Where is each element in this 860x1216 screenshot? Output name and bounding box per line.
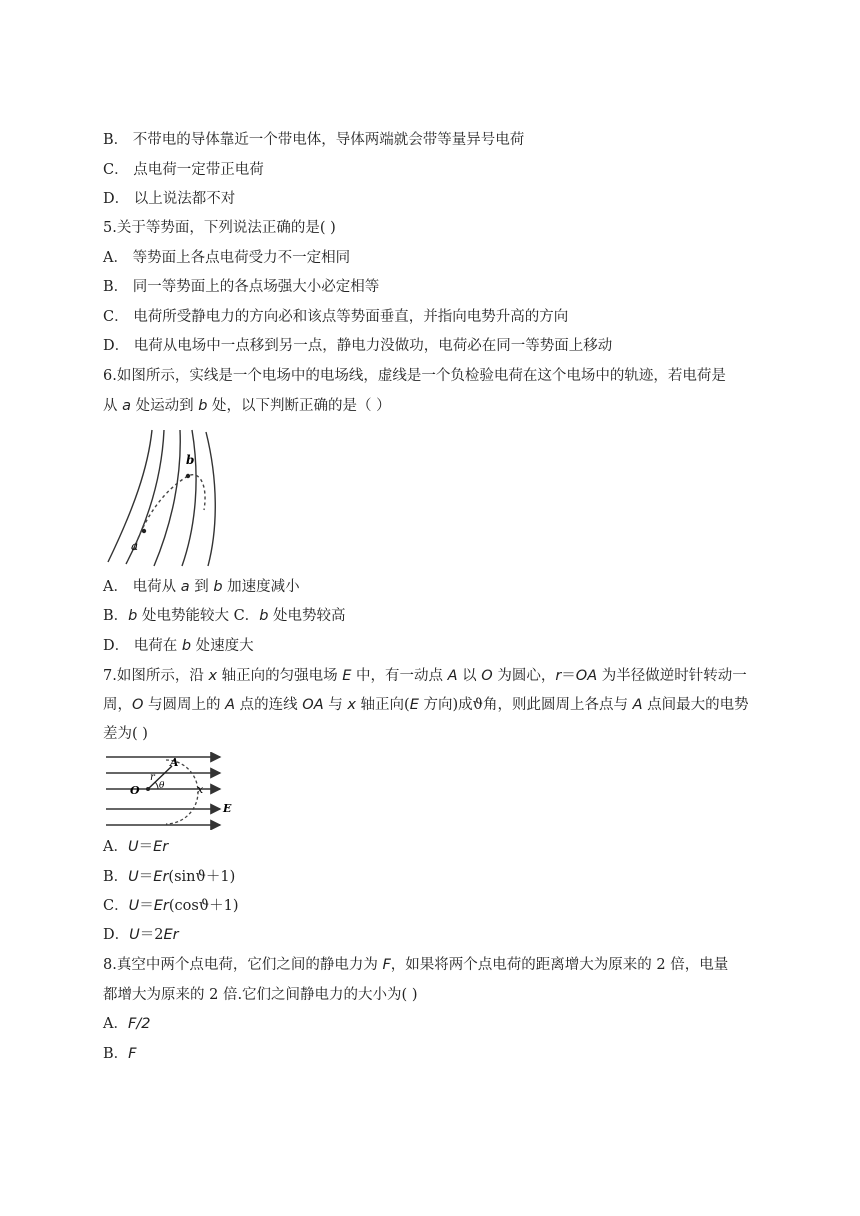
point-a-dot <box>142 529 146 533</box>
figure-label-theta: θ <box>159 781 165 791</box>
q8-option-a: A．F/2 <box>103 1016 151 1032</box>
q5-stem: 5.关于等势面，下列说法正确的是( ) <box>103 220 336 236</box>
q5-option-c: C． 电荷所受静电力的方向必和该点等势面垂直，并指向电势升高的方向 <box>103 309 569 325</box>
q4-option-d: D． 以上说法都不对 <box>103 191 236 207</box>
q4-option-c: C． 点电荷一定带正电荷 <box>103 162 264 178</box>
figure-label-r: r <box>150 772 155 783</box>
point-b-dot <box>186 474 190 478</box>
q6-option-b-c: B．b 处电势能较大 C．b 处电势较高 <box>103 608 346 624</box>
q7-stem-line1: 7.如图所示，沿 x 轴正向的匀强电场 E 中，有一动点 A 以 O 为圆心，r＝OA 为半径做逆时针转动一 <box>103 668 747 684</box>
q6-field-lines-figure <box>104 428 244 568</box>
angle-theta-arc <box>155 782 158 789</box>
field-line <box>206 432 215 566</box>
q6-option-d: D． 电荷在 b 处速度大 <box>103 638 254 654</box>
q8-option-b: B．F <box>103 1046 137 1062</box>
q8-stem-line2: 都增大为原来的 2 倍.它们之间静电力的大小为( ) <box>103 987 418 1003</box>
figure-label-o: O <box>130 784 140 797</box>
q5-option-a: A． 等势面上各点电荷受力不一定相同 <box>103 250 351 266</box>
field-line <box>108 430 152 562</box>
q5-option-b: B． 同一等势面上的各点场强大小必定相等 <box>103 279 380 295</box>
figure-label-a: a <box>131 539 139 553</box>
field-line <box>154 430 180 566</box>
q8-stem-line1: 8.真空中两个点电荷，它们之间的静电力为 F，如果将两个点电荷的距离增大为原来的 2 倍，电量 <box>103 957 729 973</box>
figure-label-a: A <box>170 756 179 769</box>
q7-stem-line2: 周，O 与圆周上的 A 点的连线 OA 与 x 轴正向(E 方向)成ϑ角，则此圆周上各点与 A 点间最大的电势 <box>103 697 749 713</box>
q7-option-b: B．U＝Er(sinϑ＋1) <box>103 869 236 885</box>
q6-stem-line2: 从 a 处运动到 b 处，以下判断正确的是（ ） <box>103 398 391 414</box>
q7-option-d: D．U＝2Er <box>103 927 179 943</box>
q7-option-c: C．U＝Er(cosϑ＋1) <box>103 898 239 914</box>
q4-option-b: B． 不带电的导体靠近一个带电体，导体两端就会带等量异号电荷 <box>103 132 525 148</box>
field-line <box>182 430 196 566</box>
q7-option-a: A．U＝Er <box>103 839 169 855</box>
circle-dashed-arc <box>166 760 198 824</box>
figure-label-x: x <box>197 783 204 796</box>
q5-option-d: D． 电荷从电场中一点移到另一点，静电力没做功，电荷必在同一等势面上移动 <box>103 338 613 354</box>
point-o-dot <box>146 787 150 791</box>
figure-label-b: b <box>186 453 195 467</box>
figure-label-e: E <box>223 802 232 815</box>
q6-stem-line1: 6.如图所示，实线是一个电场中的电场线，虚线是一个负检验电荷在这个电场中的轨迹，若电荷是 <box>103 368 726 384</box>
q6-option-a: A． 电荷从 a 到 b 加速度减小 <box>103 579 300 595</box>
q7-stem-line3: 差为( ) <box>103 726 148 742</box>
q7-uniform-field-figure <box>104 752 236 830</box>
